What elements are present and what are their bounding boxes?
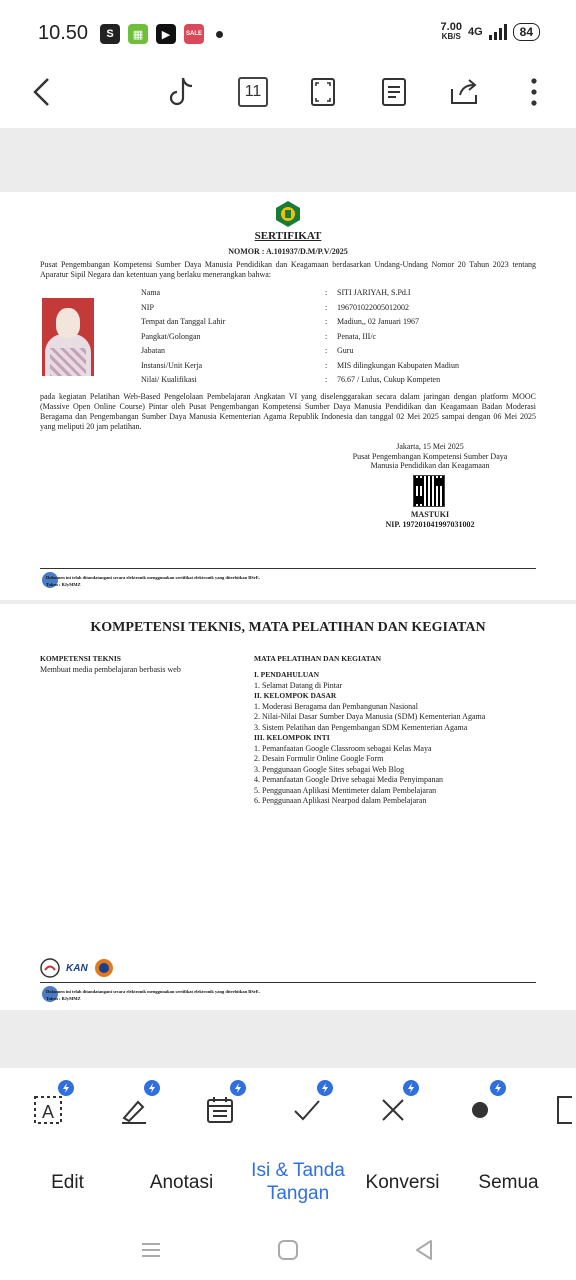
tab-semua[interactable]: Semua — [478, 1171, 539, 1193]
tiktok-button[interactable] — [162, 72, 202, 112]
field-label: Instansi/Unit Kerja — [141, 360, 203, 370]
text-box-tool[interactable] — [26, 1088, 70, 1132]
training-item: 6. Penggunaan Aplikasi Nearpod dalam Pembelajaran — [254, 796, 427, 805]
text-box-icon — [33, 1095, 63, 1125]
field-value: 196701022005012002 — [337, 302, 409, 312]
field-colon: : — [325, 360, 328, 370]
system-nav-bar — [0, 1220, 576, 1280]
field-label: Tempat dan Tanggal Lahir — [141, 317, 226, 326]
network-type: 4G — [467, 26, 483, 38]
tab-isi-tanda-tangan[interactable]: Isi & Tanda Tangan — [251, 1160, 345, 1204]
tab-edit[interactable]: Edit — [51, 1171, 84, 1193]
field-colon: : — [325, 346, 328, 355]
bottom-tabs — [0, 1144, 576, 1220]
training-item: 2. Desain Formulir Online Google Form — [254, 754, 384, 763]
training-item: 1. Selamat Datang di Pintar — [254, 680, 343, 690]
footer-note — [46, 574, 260, 588]
field-label: Pangkat/Golongan — [141, 331, 201, 341]
field-label: Jabatan — [141, 346, 165, 355]
field-row — [141, 317, 541, 332]
field-row — [141, 332, 541, 347]
field-label: Nama — [141, 288, 161, 297]
footer-note-2 — [46, 988, 260, 1002]
pdf-viewer[interactable] — [0, 128, 576, 1068]
reader-mode-button[interactable] — [374, 72, 414, 112]
field-value: Guru — [337, 346, 354, 355]
more-options-button[interactable] — [514, 72, 554, 112]
recent-apps-button[interactable] — [133, 1232, 169, 1268]
rectangle-icon — [548, 1095, 572, 1125]
signer-nip: NIP. 197201041997031002 — [385, 520, 475, 529]
footer-note-text: Dokumen ini telah ditandatangani secara elektronik menggunakan sertifikat elektronik yang diterbitkan BSrE. — [46, 575, 260, 580]
status-notification-icons — [100, 24, 223, 44]
cross-tool[interactable] — [371, 1088, 415, 1132]
share-button[interactable] — [444, 72, 484, 112]
training-item: 5. Penggunaan Aplikasi Mentimeter dalam Pembelajaran — [254, 785, 437, 795]
network-speed-unit: KB/S — [441, 32, 461, 41]
home-icon — [277, 1239, 299, 1261]
svg-text:A: A — [41, 1102, 55, 1122]
sale-icon: SALE — [184, 24, 204, 44]
field-row — [141, 346, 541, 361]
accreditation-logos — [40, 958, 114, 978]
status-time: 10.50 — [38, 22, 89, 44]
form-icon — [205, 1095, 235, 1125]
training-item: 2. Nilai-Nilai Dasar Sumber Daya Manusia (SDM) Kementerian Agama — [254, 712, 486, 721]
premium-bolt-icon — [403, 1080, 419, 1096]
dot-tool[interactable] — [458, 1088, 502, 1132]
reader-icon — [381, 77, 407, 107]
footer-token-2: Token : BJyMMZ — [46, 996, 81, 1001]
training-section-title: II. KELOMPOK DASAR — [254, 691, 337, 700]
certificate-intro: Pusat Pengembangan Kompetensi Sumber Daya Manusia Pendidikan dan Keagamaan berdasarkan Undang-Undang Nomor 20 Tahun 2023 tentang Aparatur Sipil Negara dan ketentuan yang berlaku menerangkan bahwa: — [40, 260, 536, 279]
signature-block — [330, 442, 530, 471]
rectangle-tool[interactable] — [544, 1088, 576, 1132]
competency-title: KOMPETENSI TEKNIS, MATA PELATIHAN DAN KEGIATAN — [90, 620, 486, 635]
network-speed-value: 7.00 — [440, 21, 462, 33]
certificate-number: NOMOR : A.101937/D.M/P.V/2025 — [228, 247, 348, 256]
field-label: NIP — [141, 302, 154, 312]
top-toolbar — [0, 64, 576, 120]
form-tool[interactable] — [198, 1088, 242, 1132]
network-speed — [441, 22, 462, 42]
back-icon — [30, 76, 54, 108]
fill-sign-tools — [0, 1070, 576, 1144]
premium-bolt-icon — [230, 1080, 246, 1096]
field-row — [141, 288, 541, 303]
checkmark-icon — [292, 1095, 322, 1125]
field-label: Nilai/ Kualifikasi — [141, 375, 197, 384]
participant-photo — [42, 298, 94, 376]
field-row — [141, 375, 541, 390]
field-colon: : — [325, 302, 328, 312]
share-icon — [448, 77, 480, 107]
shopee-icon: S — [100, 24, 120, 44]
training-item: 3. Penggunaan Google Sites sebagai Web Blog — [254, 764, 405, 774]
training-item: 1. Pemanfaatan Google Classroom sebagai Kelas Maya — [254, 743, 432, 753]
place-date: Jakarta, 15 Mei 2025 — [396, 442, 464, 451]
participant-fields — [141, 288, 541, 390]
footer-note-text-2: Dokumen ini telah ditandatangani secara elektronik menggunakan sertifikat elektronik yang diterbitkan BSrE. — [46, 989, 260, 994]
premium-bolt-icon — [58, 1080, 74, 1096]
training-item: 3. Sistem Pelatihan dan Pengembangan SDM Kementerian Agama — [254, 722, 468, 732]
field-colon: : — [325, 375, 328, 384]
fullscreen-icon — [310, 77, 336, 107]
tab-konversi[interactable]: Konversi — [365, 1171, 440, 1193]
home-button[interactable] — [270, 1232, 306, 1268]
page-count: 11 — [238, 77, 268, 107]
kemenag-logo-icon — [274, 200, 302, 228]
competency-page — [0, 604, 576, 1010]
certificate-body: pada kegiatan Pelatihan Web-Based Pengelolaan Pembelajaran Angkatan VI yang diselenggarakan secara dalam jaringan dengan platform MOOC (Massive Open Online Course) Pintar oleh Pusat Pengembangan Kompetensi Sumber Daya Manusia Pendidikan dan Keagamaan Badan Moderasi Beragama dan Pengembangan Sumber Daya Manusia Kementerian Agama Republik Indonesia dan tanggal 02 Mei 2025 sampai dengan 06 Mei 2025 yang meliputi 20 jam pelatihan. — [40, 392, 536, 431]
menu-icon — [140, 1241, 162, 1259]
field-colon: : — [325, 288, 328, 297]
field-value: MIS dilingkungan Kabupaten Madiun — [337, 360, 459, 370]
status-bar — [0, 0, 576, 64]
premium-bolt-icon — [317, 1080, 333, 1096]
premium-bolt-icon — [490, 1080, 506, 1096]
footer-divider-2 — [40, 982, 536, 983]
battery-indicator: 84 — [513, 23, 540, 41]
pen-sign-icon — [118, 1094, 150, 1126]
footer-divider — [40, 568, 536, 569]
field-colon: : — [325, 331, 328, 341]
training-section-title: I. PENDAHULUAN — [254, 670, 320, 679]
kompetensi-text: Membuat media pembelajaran berbasis web — [40, 665, 181, 674]
dot-icon — [470, 1100, 490, 1120]
qr-code — [414, 476, 444, 506]
page-count-button[interactable] — [233, 72, 273, 112]
lpk-logo-icon — [40, 958, 60, 978]
field-value: Madiun,, 02 Januari 1967 — [337, 317, 419, 326]
back-button[interactable] — [22, 72, 62, 112]
signer — [330, 510, 530, 530]
tiktok-icon — [166, 75, 198, 109]
kan-logo: KAN — [66, 962, 88, 974]
field-row — [141, 361, 541, 376]
issuer-line-2: Manusia Pendidikan dan Keagamaan — [370, 461, 490, 470]
system-back-button[interactable] — [406, 1232, 442, 1268]
store-icon: ▦ — [128, 24, 148, 44]
tab-anotasi[interactable]: Anotasi — [149, 1171, 214, 1193]
certificate-page — [0, 192, 576, 600]
cross-icon — [379, 1096, 407, 1124]
iso-logo-icon — [94, 958, 114, 978]
triangle-back-icon — [413, 1239, 435, 1261]
field-value: SITI JARIYAH, S.Pd.I — [337, 288, 411, 297]
issuer-line-1: Pusat Pengembangan Kompetensi Sumber Daya — [352, 451, 508, 461]
kompetensi-header: KOMPETENSI TEKNIS — [40, 654, 121, 663]
status-right — [441, 22, 540, 42]
training-section-title: III. KELOMPOK INTI — [254, 733, 330, 742]
field-colon: : — [325, 317, 328, 326]
field-row — [141, 303, 541, 318]
check-tool[interactable] — [285, 1088, 329, 1132]
field-value: 76.67 / Lulus, Cukup Kompeten — [337, 375, 441, 384]
certificate-title: SERTIFIKAT — [254, 230, 322, 242]
field-value: Penata, III/c — [337, 331, 377, 341]
signal-icon — [489, 24, 507, 40]
signer-name: MASTUKI — [410, 510, 450, 519]
youtube-icon: ▶ — [156, 24, 176, 44]
training-item: 4. Pemanfaatan Google Drive sebagai Media Penyimpanan — [254, 775, 444, 784]
footer-token: Token : BJyMMZ — [46, 582, 81, 587]
training-item: 1. Moderasi Beragama dan Pembangunan Nasional — [254, 701, 418, 711]
mata-pelatihan-header: MATA PELATIHAN DAN KEGIATAN — [254, 654, 382, 663]
more-icon — [530, 76, 538, 108]
fullscreen-button[interactable] — [303, 72, 343, 112]
premium-bolt-icon — [144, 1080, 160, 1096]
training-list — [254, 670, 536, 807]
notification-dot — [216, 31, 223, 38]
signature-tool[interactable] — [112, 1088, 156, 1132]
